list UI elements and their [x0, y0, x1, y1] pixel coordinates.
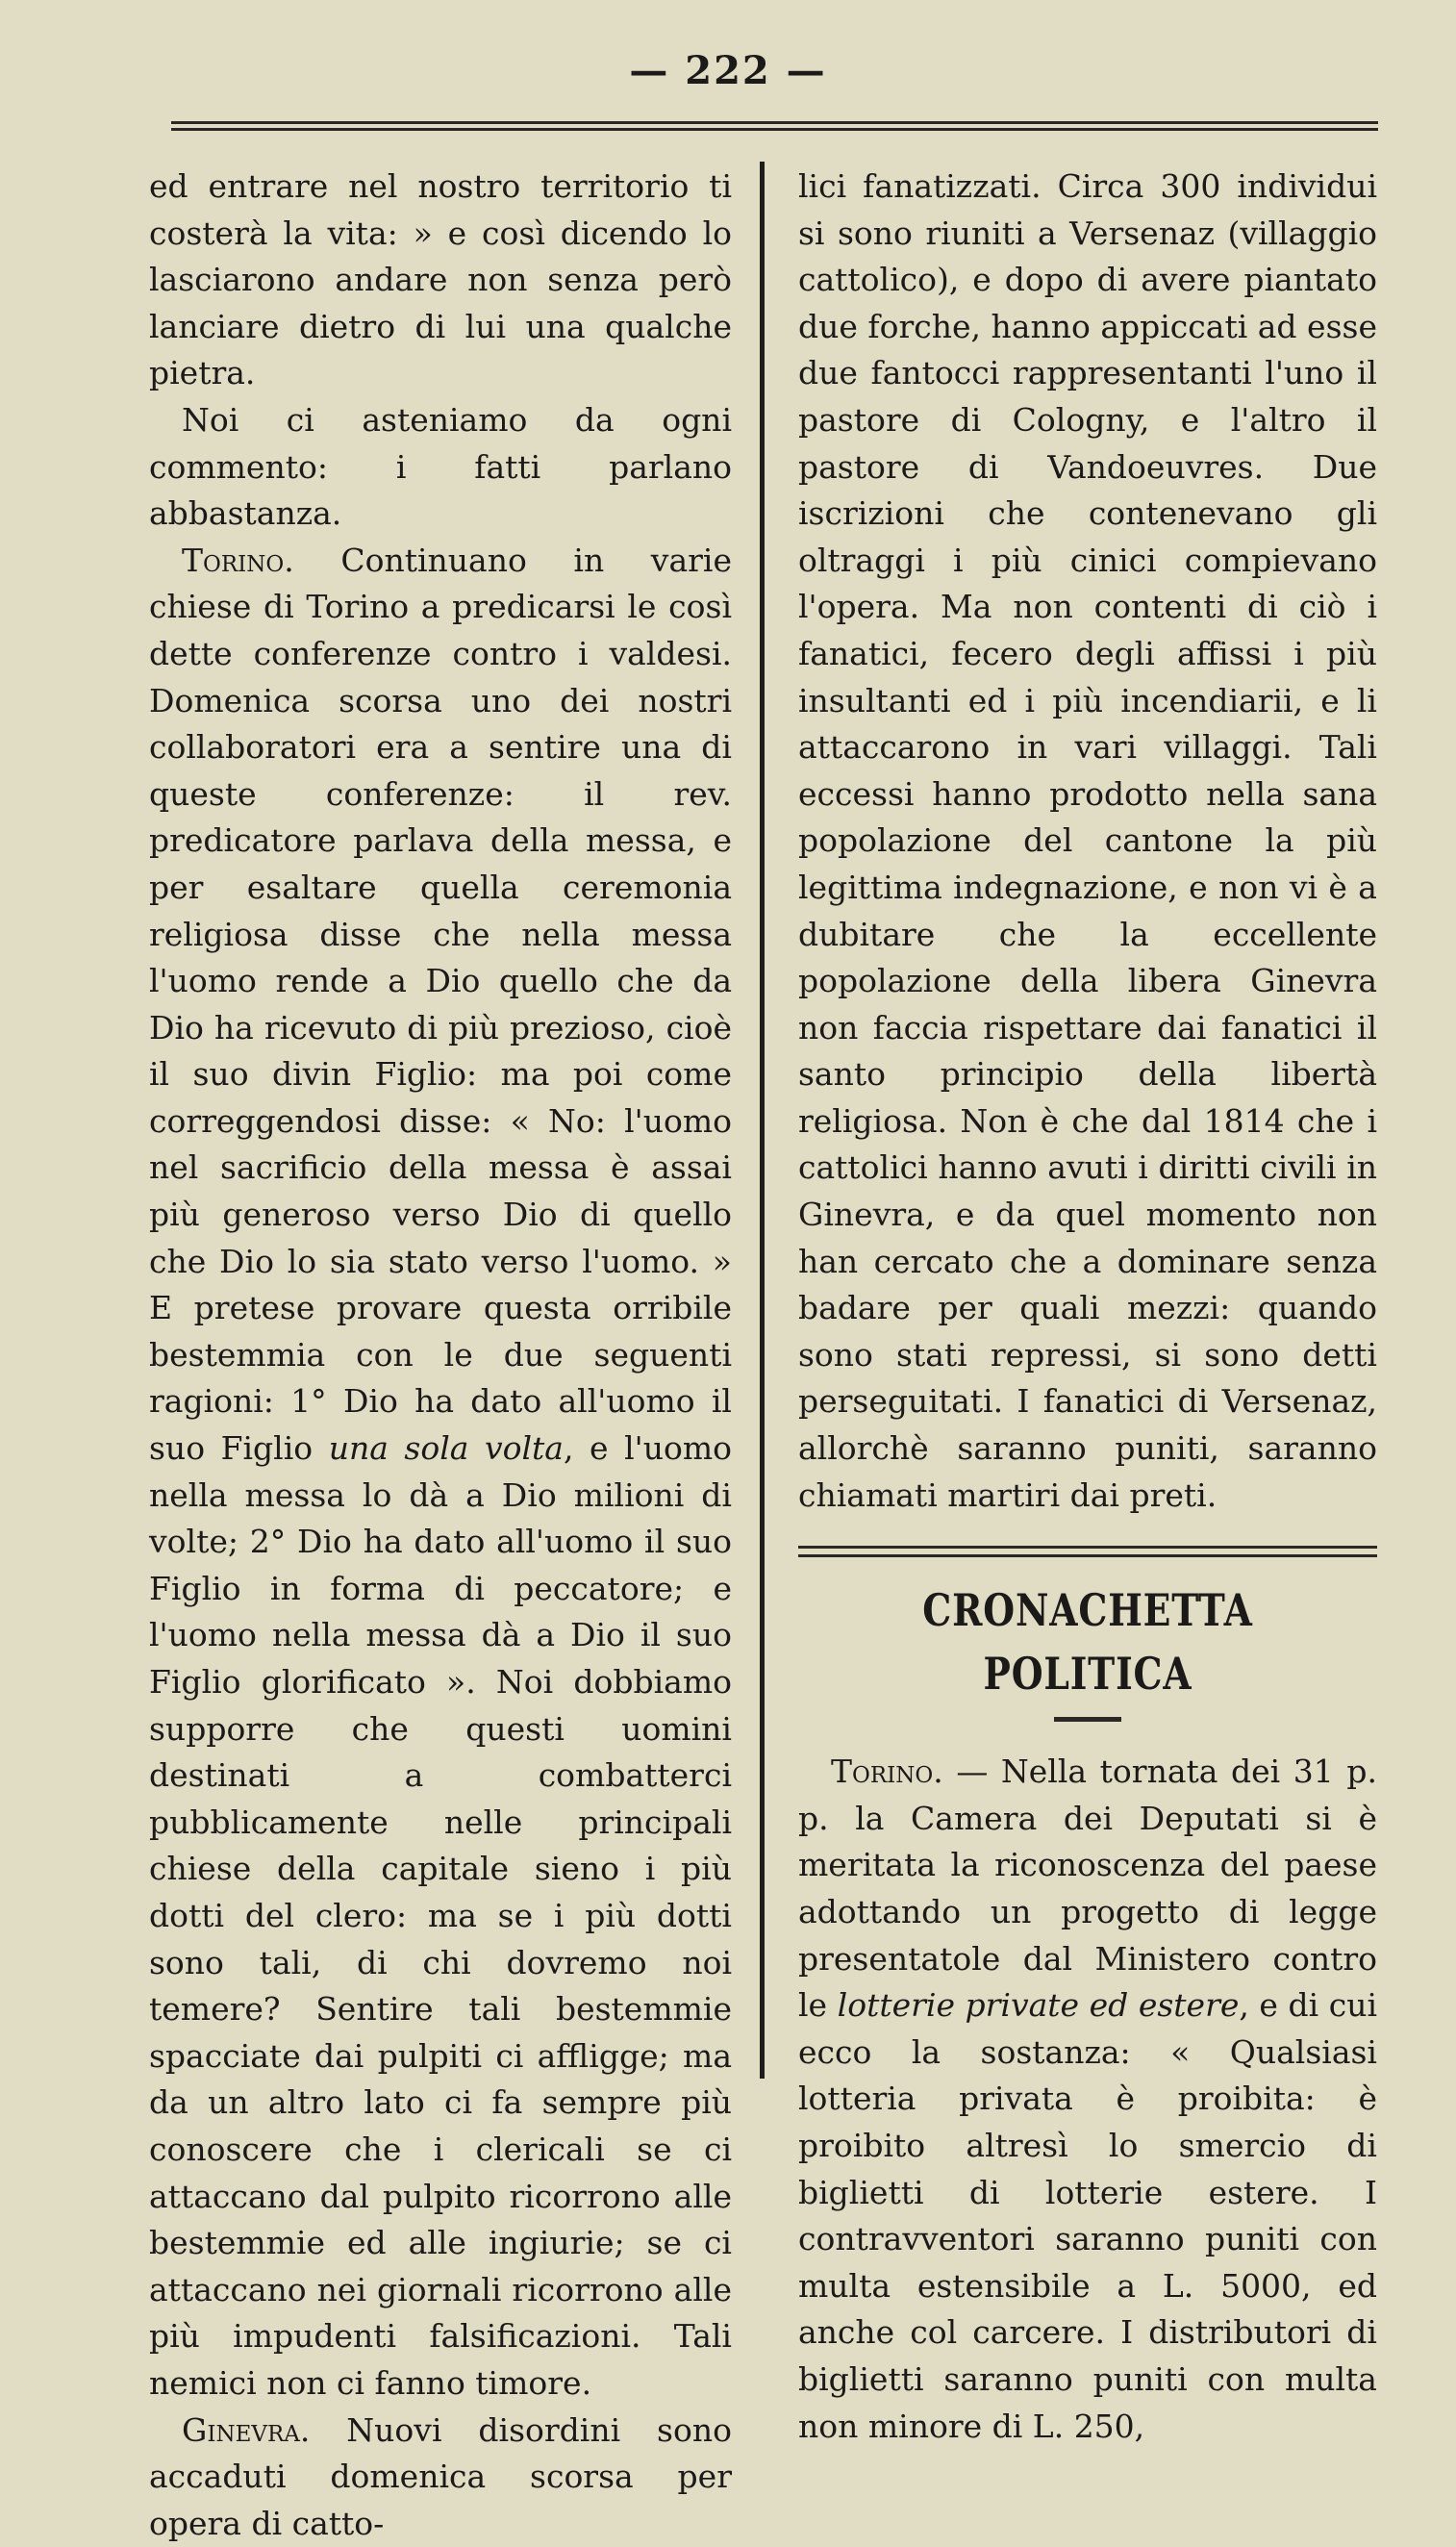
politica-text-part-1: — Nella tornata dei 31 p. p. la Camera dei Deputati si è meritata la riconoscenza del paese adottando un progetto di legge presentatole dal Ministero contro le [798, 1753, 1377, 2024]
right-column [798, 164, 1377, 2450]
section-title: CRONACHETTA POLITICA [850, 1578, 1325, 1705]
left-column [149, 164, 732, 2547]
left-paragraph-ginevra [149, 2408, 732, 2547]
left-paragraph-1: ed entrare nel nostro territorio ti costerà la vita: » e così dicendo lo lasciarono andare non senza però lanciare dietro di lui una qualche pietra. [149, 164, 732, 397]
right-paragraph-torino [798, 1749, 1377, 2450]
dateline-ginevra: Ginevra. [182, 2411, 310, 2449]
torino-text-part-1: Continuano in varie chiese di Torino a predicarsi le così dette conferenze contro i valdesi. Domenica scorsa uno dei nostri collaboratori era a sentire una di queste conferenze: il rev. predicatore parlava della messa, e per esaltare quella ceremonia religiosa disse che nella messa l'uomo rende a Dio quello che da Dio ha ricevuto di più prezioso, cioè il suo divin Figlio: ma poi come correggendosi disse: « No: l'uomo nel sacrificio della messa è assai più generoso verso Dio di quello che Dio lo sia stato verso l'uomo. » E pretese provare questa orribile bestemmia con le due seguenti ragioni: 1° Dio ha dato all'uomo il suo Figlio [149, 542, 732, 1467]
torino-italic-phrase: una sola volta [329, 1429, 564, 1467]
left-paragraph-2: Noi ci asteniamo da ogni commento: i fatti parlano abbastanza. [149, 397, 732, 538]
politica-italic-phrase: lotterie private ed estere [838, 1986, 1240, 2024]
dateline-torino-politica: Torino. [831, 1753, 943, 1790]
column-divider [760, 162, 765, 2079]
politica-text-part-2: , e di cui ecco la sostanza: « Qualsiasi lotteria privata è proibita: è proibito altresì lo smercio di biglietti di lotterie estere. I contravventori saranno puniti con multa estensibile a L. 5000, ed anche col carcere. I distributori di biglietti saranno puniti con multa non minore di L. 250, [798, 1986, 1377, 2444]
ginevra-text: Nuovi disordini sono accaduti domenica scorsa per opera di catto- [149, 2411, 732, 2542]
header-rule [171, 121, 1378, 131]
section-rule [798, 1546, 1377, 1557]
title-underline [1054, 1717, 1121, 1722]
dateline-torino: Torino. [182, 542, 294, 579]
page-number: — 222 — [0, 48, 1456, 93]
right-paragraph-1: lici fanatizzati. Circa 300 individui si sono riuniti a Versenaz (villaggio cattolico), e dopo di avere piantato due forche, hanno appiccati ad esse due fantocci rappresentanti l'uno il pastore di Cologny, e l'altro il pastore di Vandoeuvres. Due iscrizioni che contenevano gli oltraggi i più cinici compievano l'opera. Ma non contenti di ciò i fanatici, fecero degli affissi i più insultanti ed i più incendiarii, e li attaccarono in vari villaggi. Tali eccessi hanno prodotto nella sana popolazione del cantone la più legittima indegnazione, e non vi è a dubitare che la eccellente popolazione della libera Ginevra non faccia rispettare dai fanatici il santo principio della libertà religiosa. Non è che dal 1814 che i cattolici hanno avuti i diritti civili in Ginevra, e da quel momento non han cercato che a dominare senza badare per quali mezzi: quando sono stati repressi, si sono detti perseguitati. I fanatici di Versenaz, allorchè saranno puniti, saranno chiamati martiri dai preti. [798, 164, 1377, 1519]
left-paragraph-torino [149, 538, 732, 2408]
torino-text-part-2: , e l'uomo nella messa lo dà a Dio milioni di volte; 2° Dio ha dato all'uomo il suo Figlio in forma di peccatore; e l'uomo nella messa dà a Dio il suo Figlio glorificato ». Noi dobbiamo supporre che questi uomini destinati a combatterci pubblicamente nelle principali chiese della capitale sieno i più dotti del clero: ma se i più dotti sono tali, di chi dovremo noi temere? Sentire tali bestemmie spacciate dai pulpiti ci affligge; ma da un altro lato ci fa sempre più conoscere che i clericali se ci attaccano dal pulpito ricorrono alle bestemmie ed alle ingiurie; se ci attaccano nei giornali ricorrono alle più impudenti falsificazioni. Tali nemici non ci fanno timore. [149, 1429, 732, 2402]
